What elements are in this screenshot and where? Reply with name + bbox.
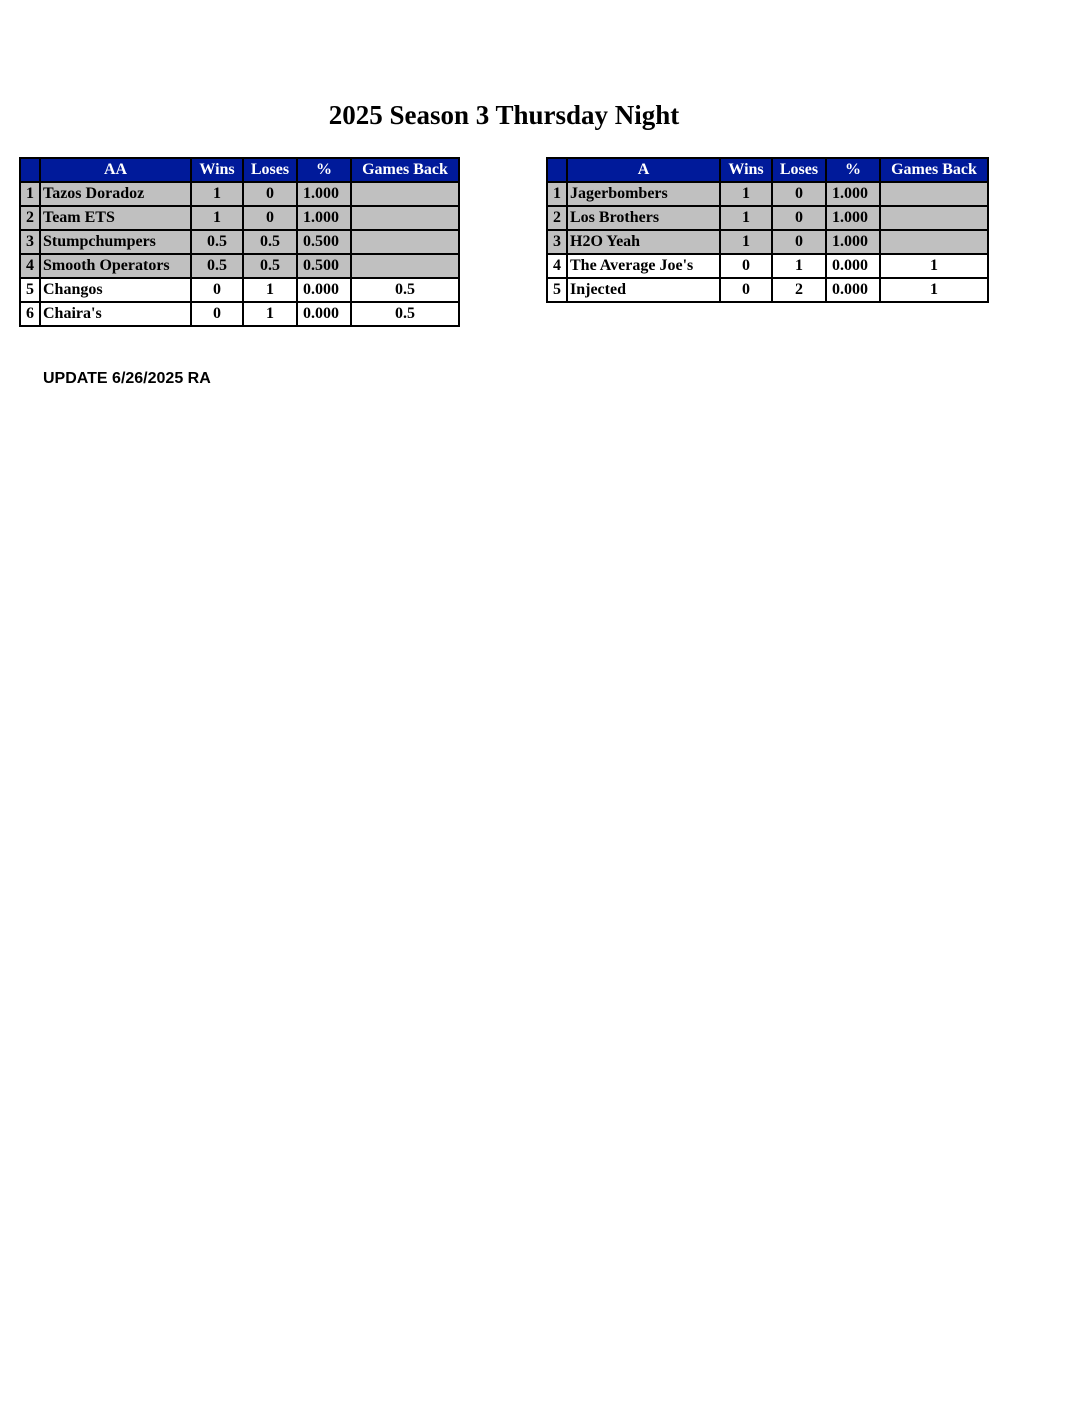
pct-cell: 1.000 (297, 182, 351, 206)
wins-cell: 1 (191, 206, 243, 230)
pct-cell: 0.000 (297, 278, 351, 302)
loses-cell: 0 (243, 182, 297, 206)
division-header: A (567, 158, 720, 182)
pct-cell: 0.500 (297, 230, 351, 254)
games-back-cell (351, 206, 459, 230)
games-back-cell (880, 206, 988, 230)
team-name: Smooth Operators (40, 254, 191, 278)
pct-cell: 0.500 (297, 254, 351, 278)
games-back-cell: 0.5 (351, 302, 459, 326)
pct-cell: 0.000 (826, 278, 880, 302)
wins-cell: 1 (720, 230, 772, 254)
pct-cell: 0.000 (297, 302, 351, 326)
games-back-header: Games Back (880, 158, 988, 182)
wins-header: Wins (191, 158, 243, 182)
rank-cell: 5 (20, 278, 40, 302)
pct-cell: 1.000 (297, 206, 351, 230)
loses-cell: 1 (243, 302, 297, 326)
games-back-cell (351, 254, 459, 278)
wins-cell: 0 (720, 278, 772, 302)
pct-cell: 1.000 (826, 182, 880, 206)
rank-cell: 3 (20, 230, 40, 254)
wins-cell: 0 (191, 302, 243, 326)
rank-cell: 2 (547, 206, 567, 230)
wins-cell: 0 (191, 278, 243, 302)
wins-cell: 1 (720, 206, 772, 230)
table-row (547, 254, 988, 278)
table-row (20, 302, 459, 326)
page-title: 2025 Season 3 Thursday Night (328, 100, 680, 130)
games-back-cell (880, 230, 988, 254)
table-row (20, 278, 459, 302)
rank-cell: 6 (20, 302, 40, 326)
team-name: The Average Joe's (567, 254, 720, 278)
loses-cell: 1 (772, 254, 826, 278)
rank-header (20, 158, 40, 182)
loses-cell: 0 (772, 206, 826, 230)
standings-table-aa (19, 157, 460, 327)
table-row (20, 182, 459, 206)
team-name: Chaira's (40, 302, 191, 326)
table-row (547, 182, 988, 206)
loses-cell: 0 (772, 182, 826, 206)
rank-cell: 5 (547, 278, 567, 302)
wins-cell: 0.5 (191, 230, 243, 254)
wins-cell: 1 (720, 182, 772, 206)
team-name: Injected (567, 278, 720, 302)
loses-header: Loses (243, 158, 297, 182)
team-name: Stumpchumpers (40, 230, 191, 254)
loses-header: Loses (772, 158, 826, 182)
team-name: Team ETS (40, 206, 191, 230)
wins-header: Wins (720, 158, 772, 182)
table-row (20, 206, 459, 230)
pct-cell: 0.000 (826, 254, 880, 278)
pct-header: % (826, 158, 880, 182)
pct-cell: 1.000 (826, 230, 880, 254)
table-row (547, 206, 988, 230)
update-note: UPDATE 6/26/2025 RA (43, 370, 211, 387)
games-back-cell (351, 230, 459, 254)
pct-header: % (297, 158, 351, 182)
wins-cell: 1 (191, 182, 243, 206)
rank-cell: 3 (547, 230, 567, 254)
header-row (547, 158, 988, 182)
team-name: Changos (40, 278, 191, 302)
rank-cell: 4 (547, 254, 567, 278)
division-header: AA (40, 158, 191, 182)
games-back-cell: 0.5 (351, 278, 459, 302)
standings-table-a (546, 157, 989, 303)
table-row (20, 230, 459, 254)
team-name: H2O Yeah (567, 230, 720, 254)
header-row (20, 158, 459, 182)
games-back-header: Games Back (351, 158, 459, 182)
rank-cell: 2 (20, 206, 40, 230)
wins-cell: 0 (720, 254, 772, 278)
rank-header (547, 158, 567, 182)
loses-cell: 2 (772, 278, 826, 302)
games-back-cell (880, 182, 988, 206)
loses-cell: 0.5 (243, 254, 297, 278)
team-name: Jagerbombers (567, 182, 720, 206)
rank-cell: 4 (20, 254, 40, 278)
games-back-cell: 1 (880, 254, 988, 278)
rank-cell: 1 (20, 182, 40, 206)
table-row (547, 278, 988, 302)
loses-cell: 0.5 (243, 230, 297, 254)
games-back-cell (351, 182, 459, 206)
loses-cell: 1 (243, 278, 297, 302)
pct-cell: 1.000 (826, 206, 880, 230)
loses-cell: 0 (243, 206, 297, 230)
loses-cell: 0 (772, 230, 826, 254)
table-row (547, 230, 988, 254)
team-name: Los Brothers (567, 206, 720, 230)
rank-cell: 1 (547, 182, 567, 206)
wins-cell: 0.5 (191, 254, 243, 278)
games-back-cell: 1 (880, 278, 988, 302)
table-row (20, 254, 459, 278)
team-name: Tazos Doradoz (40, 182, 191, 206)
